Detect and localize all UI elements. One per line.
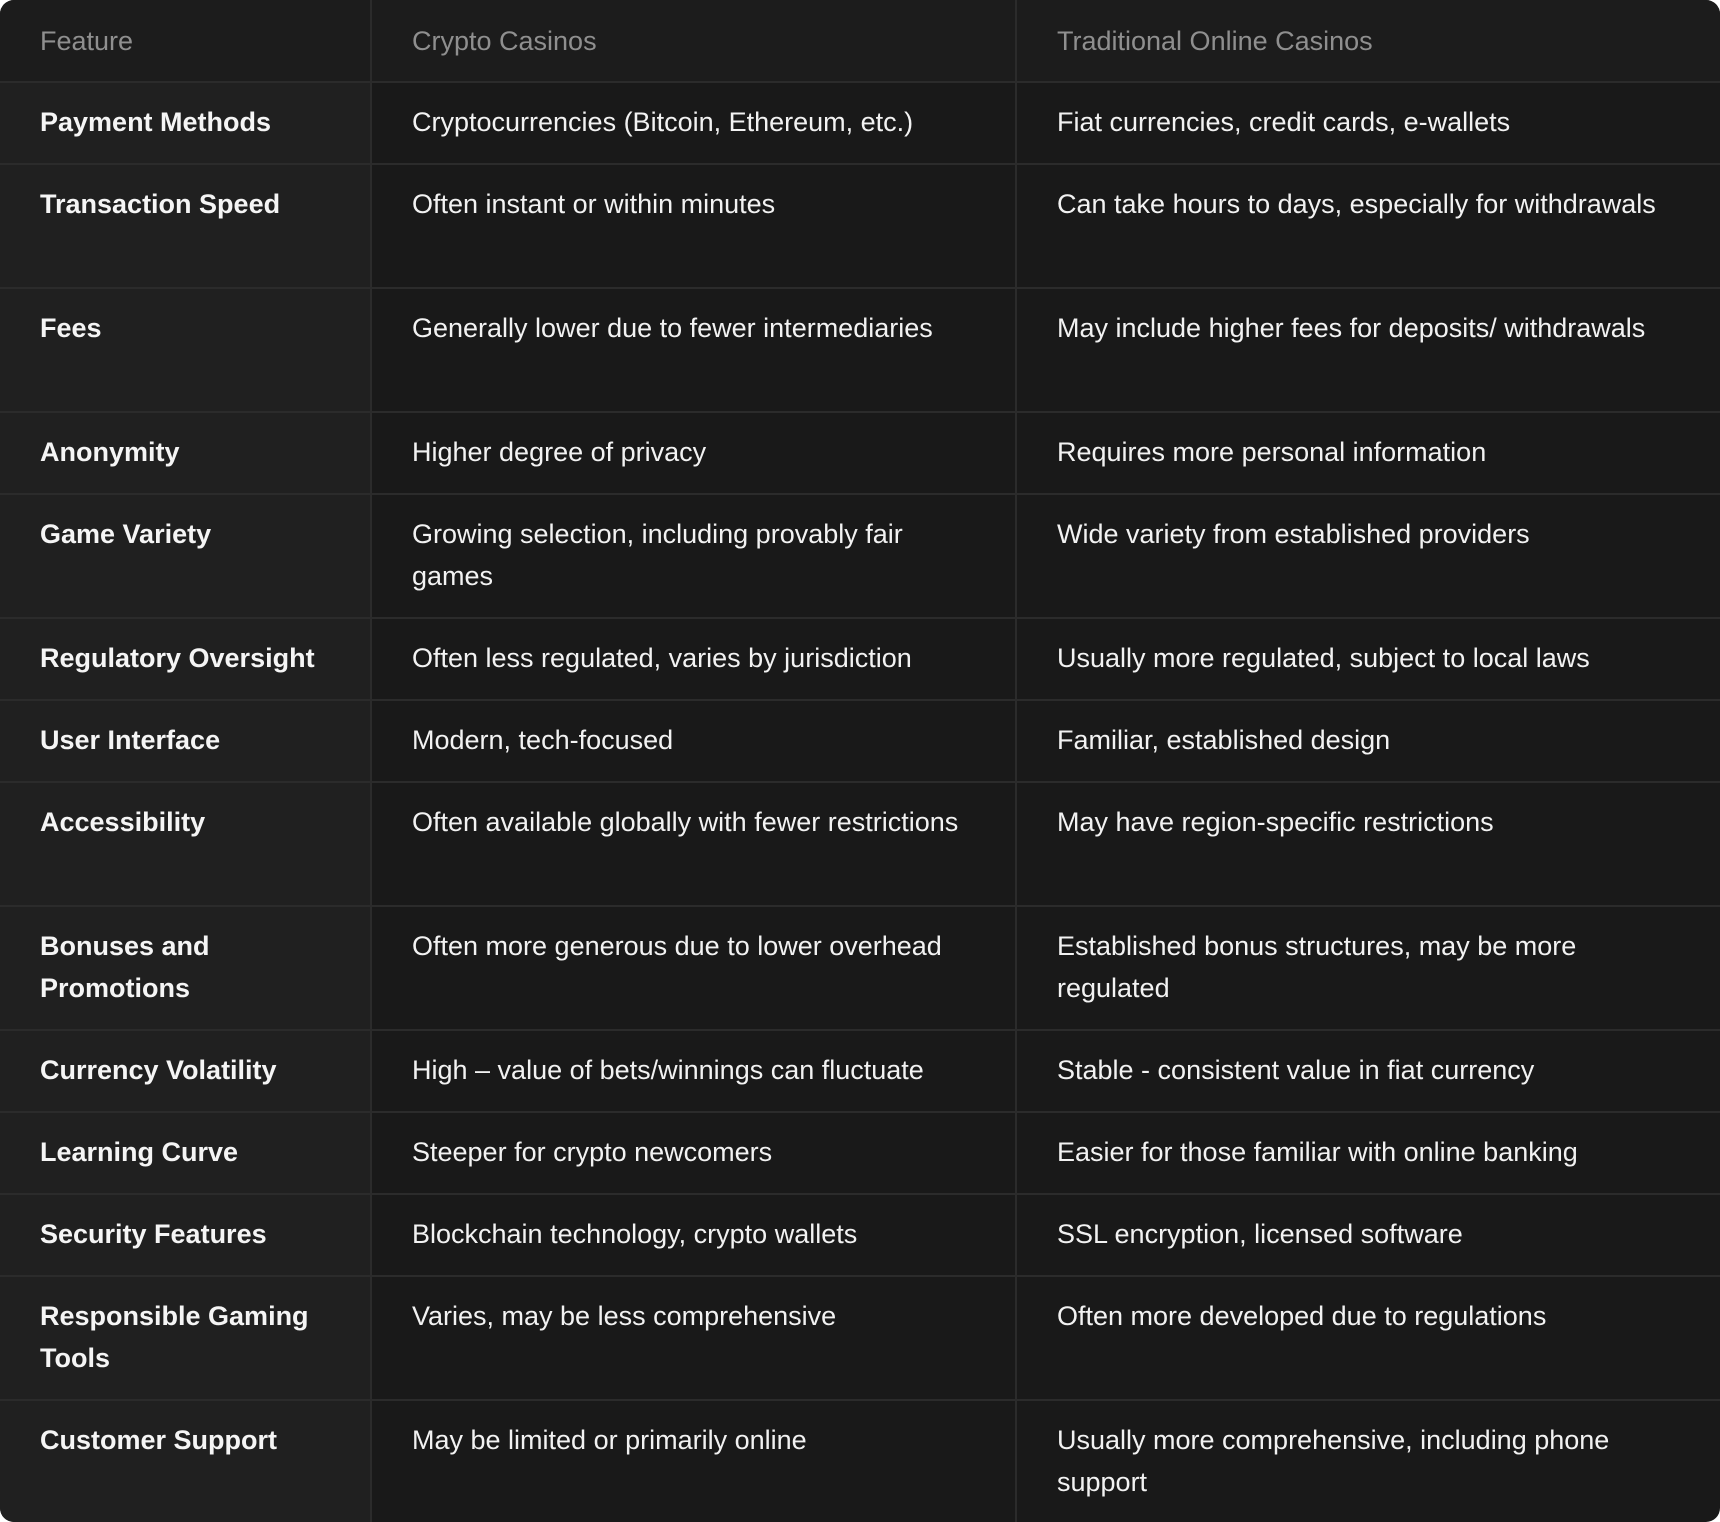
table-row xyxy=(0,164,1720,288)
feature-cell: Currency Volatility xyxy=(0,1030,371,1112)
traditional-cell: May have region-specific restrictions xyxy=(1016,782,1720,906)
table-row xyxy=(0,494,1720,618)
table-row xyxy=(0,700,1720,782)
feature-cell: Anonymity xyxy=(0,412,371,494)
crypto-cell: May be limited or primarily online xyxy=(371,1400,1016,1522)
traditional-cell: Easier for those familiar with online banking xyxy=(1016,1112,1720,1194)
header-feature: Feature xyxy=(0,0,371,82)
crypto-cell: Modern, tech-focused xyxy=(371,700,1016,782)
table-row xyxy=(0,412,1720,494)
crypto-cell: Higher degree of privacy xyxy=(371,412,1016,494)
table-row xyxy=(0,618,1720,700)
feature-cell: Customer Support xyxy=(0,1400,371,1522)
table-row xyxy=(0,288,1720,412)
feature-cell: Transaction Speed xyxy=(0,164,371,288)
crypto-cell: Often less regulated, varies by jurisdiction xyxy=(371,618,1016,700)
crypto-cell: Often more generous due to lower overhead xyxy=(371,906,1016,1030)
traditional-cell: Usually more comprehensive, including phone support xyxy=(1057,1425,1610,1497)
crypto-cell: Often available globally with fewer restrictions xyxy=(371,782,1016,906)
traditional-cell: Familiar, established design xyxy=(1016,700,1720,782)
feature-cell: Bonuses and Promotions xyxy=(0,906,371,1030)
table-row xyxy=(0,906,1720,1030)
feature-cell: User Interface xyxy=(0,700,371,782)
traditional-cell: Usually more regulated, subject to local laws xyxy=(1016,618,1720,700)
feature-cell: Learning Curve xyxy=(0,1112,371,1194)
crypto-cell: Growing selection, including provably fair games xyxy=(371,494,1016,618)
crypto-cell: Steeper for crypto newcomers xyxy=(371,1112,1016,1194)
crypto-cell: Often instant or within minutes xyxy=(371,164,1016,288)
table-row xyxy=(0,1194,1720,1276)
table-header-row xyxy=(0,0,1720,82)
traditional-cell: SSL encryption, licensed software xyxy=(1016,1194,1720,1276)
feature-cell: Game Variety xyxy=(0,494,371,618)
traditional-cell: Requires more personal information xyxy=(1016,412,1720,494)
table-row xyxy=(0,1276,1720,1400)
feature-cell: Security Features xyxy=(0,1194,371,1276)
feature-cell: Accessibility xyxy=(0,782,371,906)
traditional-cell: Stable - consistent value in fiat currency xyxy=(1016,1030,1720,1112)
table-row xyxy=(0,1030,1720,1112)
feature-cell: Fees xyxy=(0,288,371,412)
crypto-cell: Cryptocurrencies (Bitcoin, Ethereum, etc.) xyxy=(371,82,1016,164)
crypto-cell: Varies, may be less comprehensive xyxy=(371,1276,1016,1400)
header-traditional-casinos: Traditional Online Casinos xyxy=(1016,0,1720,82)
feature-cell: Regulatory Oversight xyxy=(0,618,371,700)
table-row xyxy=(0,1112,1720,1194)
traditional-cell: Often more developed due to regulations xyxy=(1016,1276,1720,1400)
table-row xyxy=(0,82,1720,164)
traditional-cell: Fiat currencies, credit cards, e-wallets xyxy=(1016,82,1720,164)
crypto-cell: Blockchain technology, crypto wallets xyxy=(371,1194,1016,1276)
header-crypto-casinos: Crypto Casinos xyxy=(371,0,1016,82)
traditional-cell: Can take hours to days, especially for withdrawals xyxy=(1016,164,1720,288)
crypto-cell: Generally lower due to fewer intermediaries xyxy=(371,288,1016,412)
traditional-cell: Wide variety from established providers xyxy=(1016,494,1720,618)
traditional-cell: Established bonus structures, may be more regulated xyxy=(1016,906,1720,1030)
table-row xyxy=(0,1400,1720,1522)
table-row xyxy=(0,782,1720,906)
crypto-cell: High – value of bets/winnings can fluctuate xyxy=(371,1030,1016,1112)
feature-cell: Responsible Gaming Tools xyxy=(0,1276,371,1400)
traditional-cell: May include higher fees for deposits/ withdrawals xyxy=(1016,288,1720,412)
feature-cell: Payment Methods xyxy=(0,82,371,164)
